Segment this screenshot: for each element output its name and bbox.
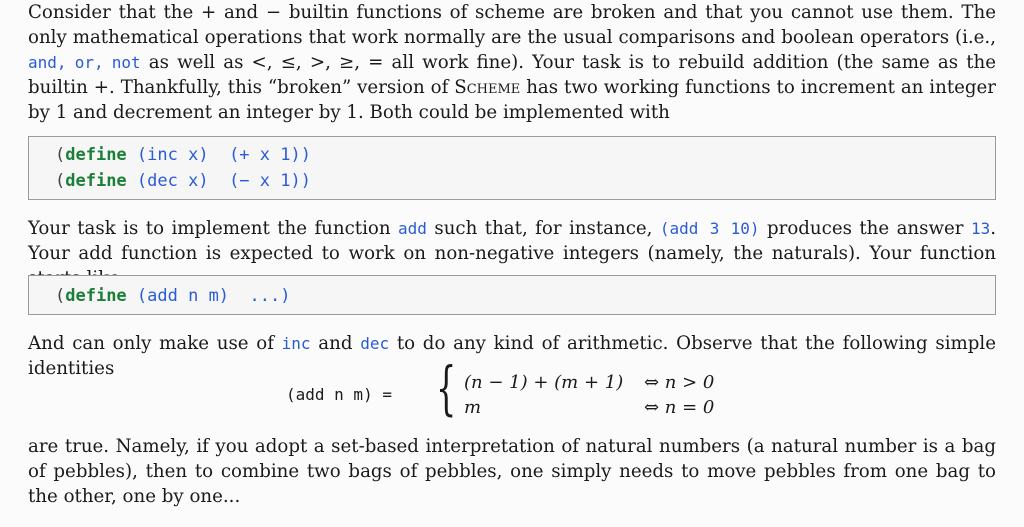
scheme-name: Scheme bbox=[454, 77, 521, 98]
code-add: add bbox=[398, 219, 427, 238]
code-inc: inc bbox=[281, 334, 311, 353]
code-block-inc-dec bbox=[28, 136, 996, 200]
intro-text-c: has two working functions to increment an integer by 1 and decrement an integer by 1. Both could be implemented with bbox=[28, 77, 997, 123]
math-case-1: (n − 1) + (m + 1) bbox=[464, 372, 624, 393]
code-not: not bbox=[111, 53, 141, 72]
math-cond-1: ⇔ n > 0 bbox=[644, 372, 715, 393]
code-dec: dec bbox=[360, 334, 390, 353]
code-line-dec: (define (dec x) (− x 1)) bbox=[55, 171, 311, 191]
code-and: and, bbox=[28, 53, 67, 72]
math-identity bbox=[286, 354, 746, 423]
math-lhs: (add n m) = bbox=[286, 385, 392, 404]
code-line-inc: (define (inc x) (+ x 1)) bbox=[55, 145, 311, 165]
code-answer: 13 bbox=[970, 219, 991, 238]
conclusion-paragraph: are true. Namely, if you adopt a set-based interpretation of natural numbers (a natural number is a bag of pebbles), then to combine two bags of pebbles, one simply needs to move pebbles from one bag to the other, one by one... bbox=[28, 436, 996, 507]
math-case-2: m bbox=[464, 397, 482, 418]
code-example: (add 3 10) bbox=[659, 219, 760, 238]
left-brace: { bbox=[436, 354, 457, 422]
constraint-paragraph: And can only make use of inc and dec to do any kind of arithmetic. Observe that the following simple identities bbox=[28, 333, 996, 379]
intro-text-a: Consider that the + and − builtin functions of scheme are broken and that you cannot use them. The only mathematical operations that work normally are the usual comparisons and boolean operators (i.e., bbox=[28, 2, 996, 48]
code-or: or, bbox=[74, 53, 104, 72]
code-line-add: (define (add n m) ...) bbox=[55, 286, 291, 306]
math-cond-2: ⇔ n = 0 bbox=[644, 397, 715, 418]
code-block-add bbox=[28, 275, 996, 315]
task-paragraph: Your task is to implement the function add such that, for instance, (add 3 10) produces the answer 13. Your add function is expected to work on non-negative integers (namely, the naturals). Your function bbox=[28, 218, 996, 264]
intro-text-b: as well as <, ≤, >, ≥, = all work fine). Your task is to rebuild addition (the same as the builtin +. Thankfully, this “broken” version of bbox=[28, 52, 996, 98]
intro-paragraph bbox=[28, 0, 996, 125]
